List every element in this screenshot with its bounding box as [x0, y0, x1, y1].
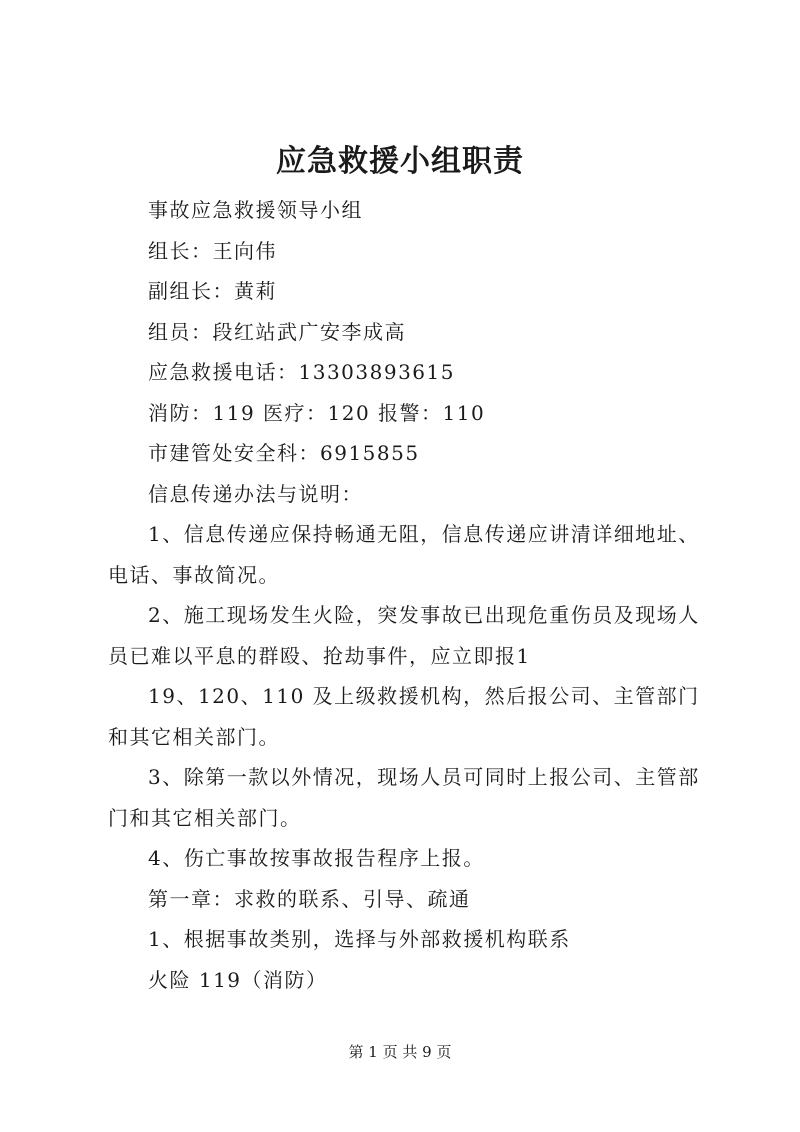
paragraph: 消防：119 医疗：120 报警：110	[148, 400, 486, 425]
paragraph: 4、伤亡事故按事故报告程序上报。	[148, 846, 485, 870]
document-title: 应急救援小组职责	[276, 144, 524, 179]
paragraph: 第一章：求救的联系、引导、疏通	[148, 886, 471, 911]
document-body	[108, 190, 708, 1000]
paragraph: 1、根据事故类别，选择与外部救援机构联系	[148, 927, 571, 951]
paragraph: 19、120、110 及上级救援机构，然后报公司、主管部门和其它相关部门。	[108, 684, 700, 749]
paragraph: 组员：段红站武广安李成高	[148, 319, 406, 344]
paragraph: 信息传递办法与说明：	[148, 481, 363, 506]
paragraph: 组长：王向伟	[148, 238, 277, 263]
paragraph: 1、信息传递应保持畅通无阻，信息传递应讲清详细地址、电话、事故简况。	[108, 522, 700, 587]
paragraph: 3、除第一款以外情况，现场人员可同时上报公司、主管部门和其它相关部门。	[108, 765, 700, 830]
paragraph: 事故应急救援领导小组	[148, 198, 363, 222]
page-footer: 第 1 页 共 9 页	[348, 1043, 452, 1061]
paragraph: 市建管处安全科：6915855	[148, 441, 420, 465]
paragraph: 2、施工现场发生火险，突发事故已出现危重伤员及现场人员已难以平息的群殴、抢劫事件，应立即报1	[108, 603, 700, 668]
paragraph: 副组长：黄莉	[148, 279, 277, 303]
paragraph: 火险 119（消防）	[148, 967, 328, 992]
paragraph: 应急救援电话：13303893615	[148, 360, 455, 384]
